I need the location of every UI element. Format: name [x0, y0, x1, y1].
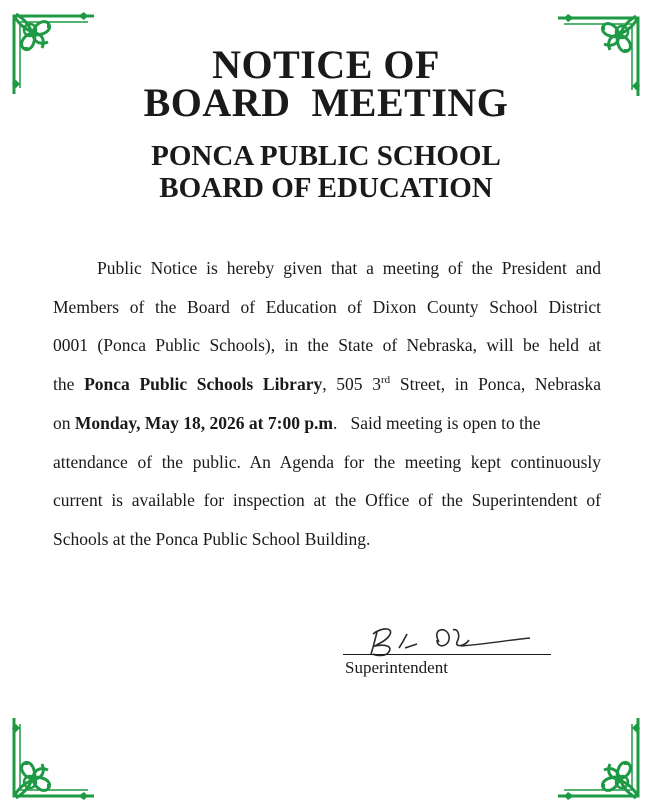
- address-start: , 505 3: [322, 374, 381, 395]
- corner-ornament-bottom-right: [552, 712, 644, 804]
- meeting-date-time: Monday, May 18, 2026 at 7:00 p.m: [74, 412, 333, 433]
- body-line-3: 0001 (Ponca Public Schools), in the State of Nebraska, will be held at: [53, 335, 601, 356]
- corner-ornament-bottom-left: [8, 712, 100, 804]
- body-line-5-prefix: on: [53, 412, 75, 433]
- title-line-1: NOTICE OF: [212, 42, 440, 87]
- title-line-2: BOARD MEETING: [143, 80, 509, 125]
- signature-line: [343, 654, 551, 655]
- address-superscript: rd: [381, 374, 391, 387]
- corner-ornament-icon: [8, 712, 100, 804]
- body-line-5-suffix: . Said meeting is open to the: [333, 412, 541, 433]
- notice-subtitle: [0, 140, 652, 204]
- meeting-location: Ponca Public Schools Library: [84, 374, 323, 395]
- corner-ornament-icon: [552, 712, 644, 804]
- body-line-2: Members of the Board of Education of Dixon County School District: [53, 296, 601, 317]
- signature-title: Superintendent: [345, 658, 448, 677]
- address-end: Street, in Ponca, Nebraska: [390, 374, 601, 395]
- body-line-1: Public Notice is hereby given that a meeting of the President and: [97, 258, 601, 278]
- subtitle-line-1: PONCA PUBLIC SCHOOL: [151, 140, 501, 172]
- body-line-5: [53, 404, 601, 443]
- body-line-6: attendance of the public. An Agenda for the meeting kept continuously: [53, 451, 601, 472]
- subtitle-line-2: BOARD OF EDUCATION: [159, 172, 493, 204]
- notice-title: [0, 42, 652, 125]
- body-line-7: current is available for inspection at the Office of the Superintendent of: [53, 490, 601, 511]
- body-line-4: [53, 365, 601, 404]
- notice-body: [53, 249, 601, 559]
- body-line-4-prefix: the: [53, 374, 85, 395]
- body-line-8: Schools at the Ponca Public School Building.: [53, 528, 371, 549]
